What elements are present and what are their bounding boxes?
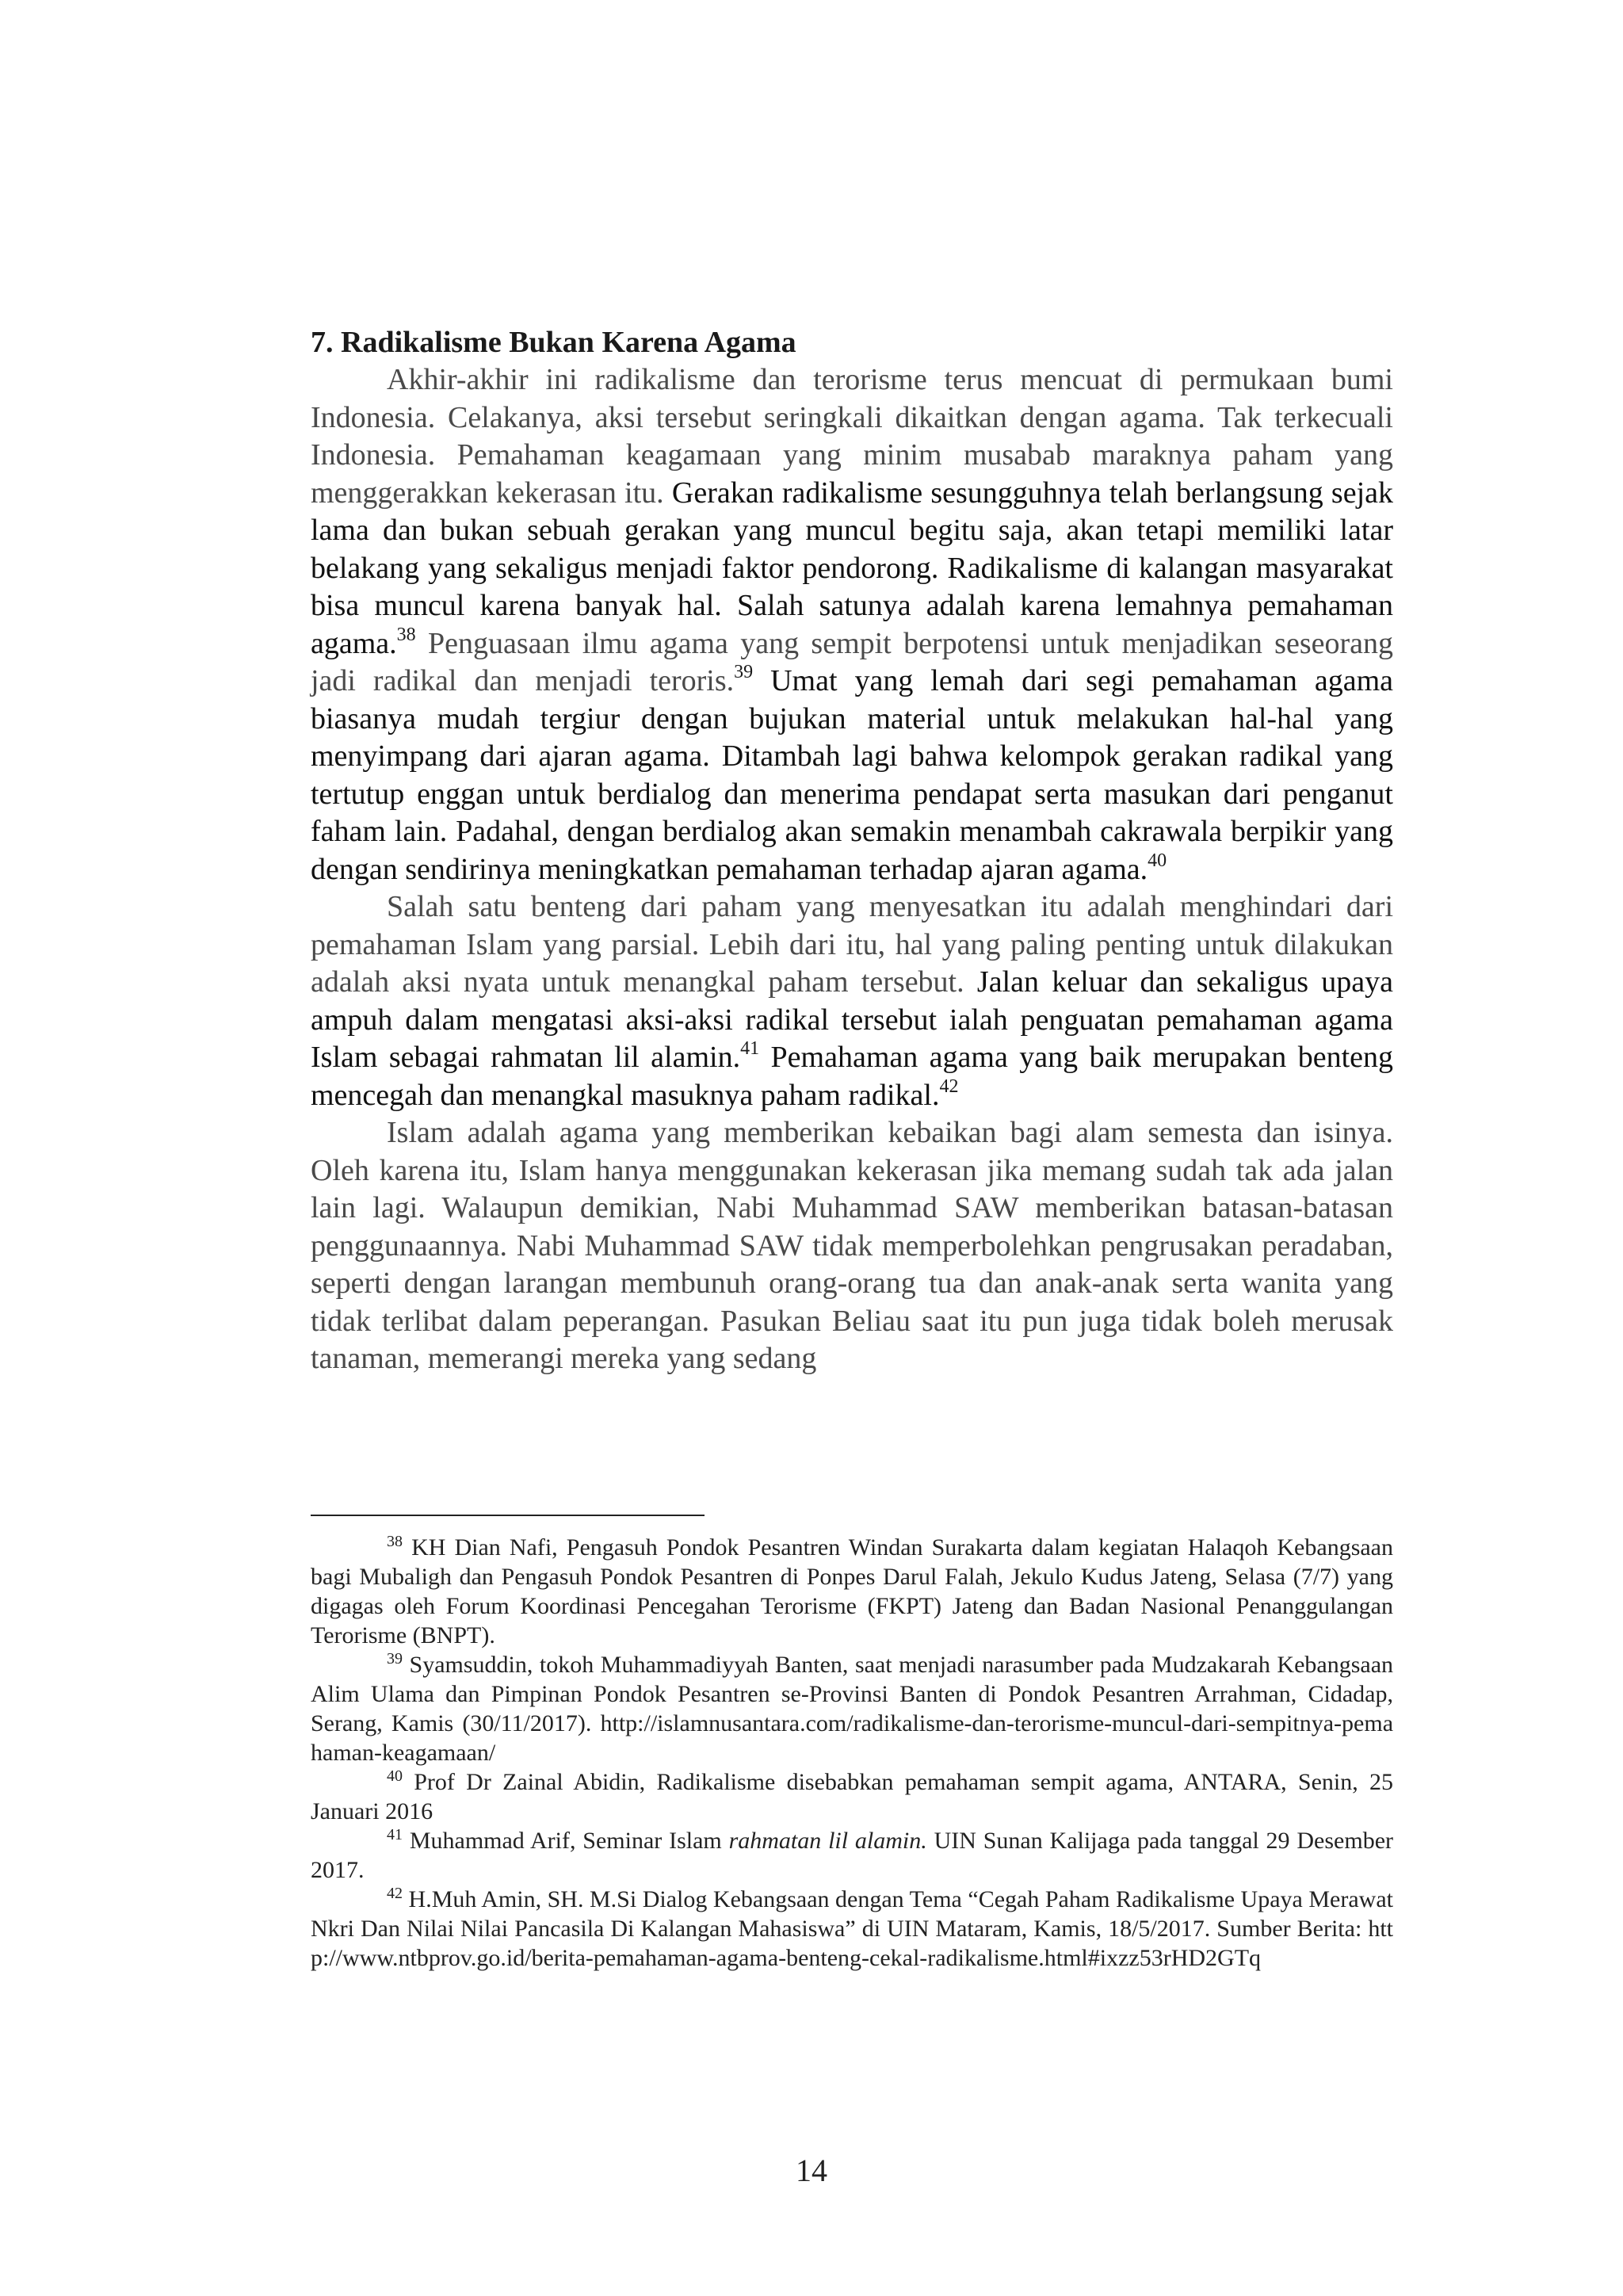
footnote-ref-39[interactable]: 39 xyxy=(734,662,754,683)
footnote-40-text: Prof Dr Zainal Abidin, Radikalisme disebabkan pemahaman sempit agama, ANTARA, Senin, 25 Januari 2016 xyxy=(311,1769,1393,1824)
paragraph-1-sentence-3: Penguasaan ilmu agama yang sempit berpotensi untuk menjadikan seseorang jadi radikal dan menjadi teroris. xyxy=(311,626,1394,697)
footnote-ref-40[interactable]: 40 xyxy=(1148,850,1167,871)
footnote-ref-41[interactable]: 41 xyxy=(740,1038,760,1060)
footnote-39-link[interactable]: http://islamnusantara.com/radikalisme-dan-terorisme-muncul-dari-sempitnya-pemahaman-keagamaan/ xyxy=(311,1710,1394,1766)
paragraph-2-sentence-3: Pemahaman agama yang baik merupakan benteng mencegah dan menangkal masuknya paham radikal. xyxy=(311,1041,1393,1112)
paragraph-1-sentence-5: Ditambah lagi bahwa kelompok gerakan radikal yang tertutup enggan untuk berdialog dan menerima pendapat serta masukan dari penganut faham lain. Padahal, dengan berdialog akan semakin menambah cakrawala berpikir yang dengan sendirinya meningkatkan pemahaman terhadap ajaran agama. xyxy=(311,739,1394,886)
section-heading: 7. Radikalisme Bukan Karena Agama xyxy=(311,326,796,359)
footnote-41-number: 41 xyxy=(387,1826,403,1843)
footnote-38 xyxy=(311,1533,1393,1650)
footnote-42-text: H.Muh Amin, SH. M.Si Dialog Kebangsaan dengan Tema “Cegah Paham Radikalisme Upaya Merawat Nkri Dan Nilai Nilai Pancasila Di Kalangan Mahasiswa” di UIN Mataram, Kamis, 18/5/2017. Sumber Berita: http://www.ntbprov.go.id/berita-pemahaman-agama-benteng-cekal-radikalisme.html#ixzz53rHD2GTq xyxy=(311,1886,1393,1971)
footnote-ref-42[interactable]: 42 xyxy=(939,1075,959,1097)
footnote-40-number: 40 xyxy=(387,1767,403,1785)
footnote-separator xyxy=(311,1515,705,1516)
footnote-39 xyxy=(311,1650,1393,1767)
paragraph-2 xyxy=(311,888,1393,1114)
footnote-38-number: 38 xyxy=(387,1533,403,1550)
main-content xyxy=(311,323,1393,1378)
paragraph-1-sentence-2: Gerakan radikalisme sesungguhnya telah berlangsung sejak lama dan bukan sebuah gerakan yang muncul begitu saja, akan tetapi memiliki latar belakang yang sekaligus menjadi faktor pendorong. Radikalisme di kalangan masyarakat bisa muncul karena banyak hal. Salah satunya adalah karena lemahnya pemahaman agama. xyxy=(311,476,1394,660)
footnote-39-number: 39 xyxy=(387,1650,403,1668)
paragraph-2-sentence-1: Salah satu benteng dari paham yang menyesatkan itu adalah menghindari dari pemahaman Islam yang parsial. Lebih dari itu, hal yang paling penting untuk dilakukan adalah aksi nyata untuk menangkal paham tersebut. xyxy=(311,890,1393,999)
paragraph-1-sentence-4: Umat yang lemah dari segi pemahaman agama biasanya mudah tergiur dengan bujukan material untuk melakukan hal-hal yang menyimpang dari ajaran agama. xyxy=(311,664,1393,773)
paragraph-2-sentence-2: Jalan keluar dan sekaligus upaya ampuh dalam mengatasi aksi-aksi radikal tersebut ialah penguatan pemahaman agama Islam sebagai rahmatan lil alamin. xyxy=(311,965,1394,1074)
footnote-41-text-after: UIN Sunan Kalijaga pada tanggal 29 Desember 2017. xyxy=(311,1828,1393,1883)
footnote-41 xyxy=(311,1826,1393,1885)
footnote-41-italic-term: rahmatan lil alamin. xyxy=(728,1828,927,1854)
footnote-42-number: 42 xyxy=(387,1885,403,1902)
paragraph-1-sentence-1: Akhir-akhir ini radikalisme dan terorisme terus mencuat di permukaan bumi Indonesia. Celakanya, aksi tersebut seringkali dikaitkan dengan agama. Tak terkecuali Indonesia. Pemahaman keagamaan yang minim musabab maraknya paham yang menggerakkan kekerasan itu. xyxy=(311,363,1393,510)
paragraph-3 xyxy=(311,1114,1393,1378)
footnote-ref-38[interactable]: 38 xyxy=(396,624,416,645)
footnote-39-text: Syamsuddin, tokoh Muhammadiyyah Banten, saat menjadi narasumber pada Mudzakarah Kebangsaan Alim Ulama dan Pimpinan Pondok Pesantren se-Provinsi Banten di Pondok Pesantren Arrahman, Cidadap, Serang, Kamis (30/11/2017). xyxy=(311,1652,1394,1736)
paragraph-1 xyxy=(311,361,1393,888)
footnote-40 xyxy=(311,1767,1393,1826)
footnote-42 xyxy=(311,1885,1393,1973)
paragraph-3-text: Islam adalah agama yang memberikan kebaikan bagi alam semesta dan isinya. Oleh karena itu, Islam hanya menggunakan kekerasan jika memang sudah tak ada jalan lain lagi. Walaupun demikian, Nabi Muhammad SAW memberikan batasan-batasan penggunaannya. Nabi Muhammad SAW tidak memperbolehkan pengrusakan peradaban, seperti dengan larangan membunuh orang-orang tua dan anak-anak serta wanita yang tidak terlibat dalam peperangan. Pasukan Beliau saat itu pun juga tidak boleh merusak tanaman, memerangi mereka yang sedang xyxy=(311,1116,1393,1375)
footnote-41-text-before: Muhammad Arif, Seminar Islam xyxy=(409,1828,722,1854)
footnotes-section xyxy=(311,1533,1393,1973)
page-number: 14 xyxy=(796,2153,827,2188)
footnote-38-text: KH Dian Nafi, Pengasuh Pondok Pesantren Windan Surakarta dalam kegiatan Halaqoh Kebangsaan bagi Mubaligh dan Pengasuh Pondok Pesantren di Ponpes Darul Falah, Jekulo Kudus Jateng, Selasa (7/7) yang digagas oleh Forum Koordinasi Pencegahan Terorisme (FKPT) Jateng dan Badan Nasional Penanggulangan Terorisme (BNPT). xyxy=(311,1534,1393,1648)
